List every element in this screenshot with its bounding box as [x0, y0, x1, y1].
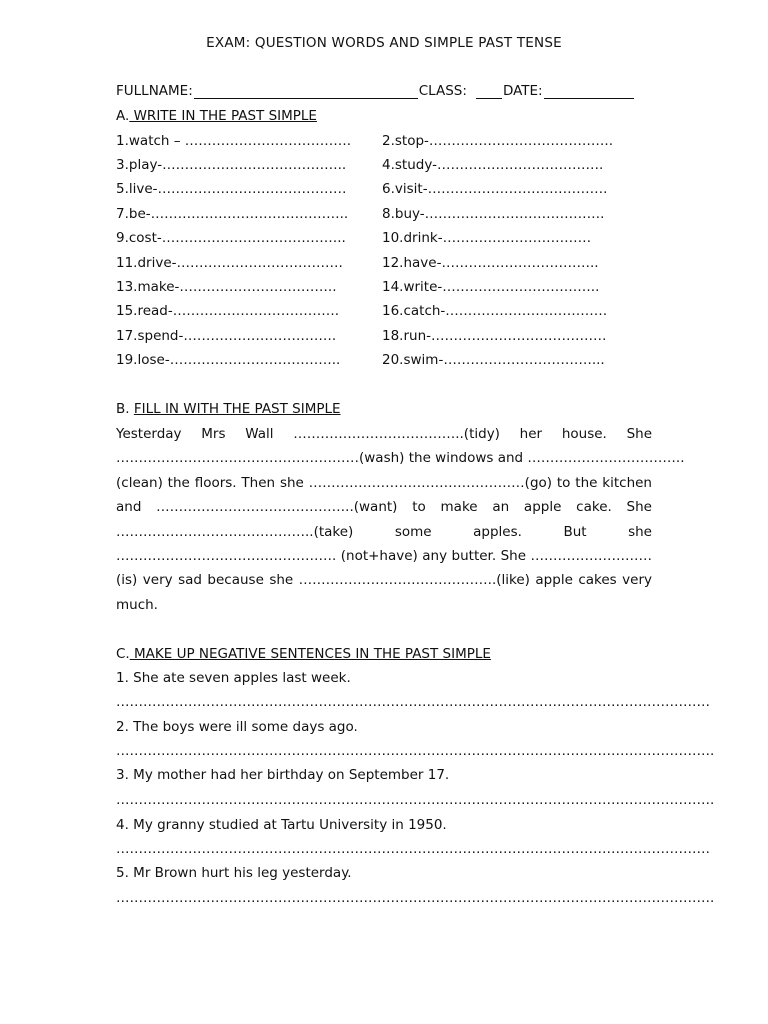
verb-item-18: 18.run-…………………………………	[382, 328, 607, 344]
verb-item-7: 7.be-……………………………………..	[116, 206, 349, 222]
sentence-5: 5. Mr Brown hurt his leg yesterday.	[116, 865, 352, 881]
verb-item-4: 4.study-……………………………….	[382, 157, 604, 173]
verb-item-5: 5.live-……………………………………	[116, 181, 347, 197]
paragraph-line-5: ……………………………………..(take) some apples. But she	[116, 524, 652, 540]
class-label: CLASS:	[418, 83, 467, 99]
answer-line-2[interactable]: …………………………………………………………………………………………………………………….	[116, 743, 715, 759]
section-c-letter: C.	[116, 646, 130, 662]
page-title: EXAM: QUESTION WORDS AND SIMPLE PAST TENSE	[206, 35, 562, 51]
paragraph-line-3: (clean) the floors. Then she …………………………………………(go) to the kitchen	[116, 475, 652, 491]
paragraph-line-1: Yesterday Mrs Wall ………………………………..(tidy) her house. She	[116, 426, 652, 442]
verb-item-9: 9.cost-…………………………………..	[116, 230, 346, 246]
answer-line-4[interactable]: ……………………………………………………………………………………………………………………	[116, 841, 710, 857]
section-a-heading	[116, 108, 317, 124]
verb-item-10: 10.drink-……………………………	[382, 230, 592, 246]
sentence-2: 2. The boys were ill some days ago.	[116, 719, 358, 735]
verb-item-6: 6.visit-………………………………….	[382, 181, 608, 197]
date-blank[interactable]	[544, 85, 634, 99]
class-blank[interactable]	[476, 85, 502, 99]
section-a-title: WRITE IN THE PAST SIMPLE	[129, 108, 317, 124]
verb-item-13: 13.make-……………………………..	[116, 279, 337, 295]
answer-line-1[interactable]: ……………………………………………………………………………………………………………………	[116, 694, 710, 710]
answer-line-3[interactable]: …………………………………………………………………………………………………………………….	[116, 792, 715, 808]
verb-item-3: 3.play-…………………………………..	[116, 157, 347, 173]
paragraph-line-4: and ……………………………………..(want) to make an apple cake. She	[116, 499, 652, 515]
verb-item-19: 19.lose-………………………………..	[116, 352, 341, 368]
sentence-1: 1. She ate seven apples last week.	[116, 670, 351, 686]
fullname-label: FULLNAME:	[116, 83, 193, 99]
paragraph-line-7: (is) very sad because she ……………………………………..(like) apple cakes very	[116, 572, 652, 588]
verb-item-16: 16.catch-………………………………	[382, 303, 608, 319]
verb-item-14: 14.write-……………………………..	[382, 279, 600, 295]
verb-item-17: 17.spend-…………………………….	[116, 328, 337, 344]
section-c-title: MAKE UP NEGATIVE SENTENCES IN THE PAST SIMPLE	[129, 646, 491, 662]
paragraph-line-6: …………………………………………. (not+have) any butter. She ………………………	[116, 548, 652, 564]
paragraph-line-8: much.	[116, 597, 158, 613]
verb-item-11: 11.drive-……………………………….	[116, 255, 343, 271]
verb-item-8: 8.buy-………………………………….	[382, 206, 605, 222]
section-b-letter: B.	[116, 401, 130, 417]
verb-item-1: 1.watch – ……………………………….	[116, 133, 352, 149]
sentence-4: 4. My granny studied at Tartu University in 1950.	[116, 817, 447, 833]
section-b-title: FILL IN WITH THE PAST SIMPLE	[133, 401, 341, 417]
paragraph-line-2: ………………………………………………(wash) the windows and ……………………………..	[116, 450, 685, 466]
section-a-letter: A.	[116, 108, 130, 124]
date-label: DATE:	[502, 83, 543, 99]
answer-line-5[interactable]: …………………………………………………………………………………………………………………….	[116, 890, 715, 906]
verb-item-2: 2.stop-…………………………………..	[382, 133, 613, 149]
student-info-row	[116, 83, 635, 99]
section-c-heading	[116, 646, 491, 662]
verb-item-12: 12.have-……………………………..	[382, 255, 599, 271]
sentence-3: 3. My mother had her birthday on September 17.	[116, 767, 450, 783]
verb-item-15: 15.read-……………………………….	[116, 303, 340, 319]
verb-item-20: 20.swim-……………………………...	[382, 352, 605, 368]
fullname-blank[interactable]	[194, 85, 418, 99]
section-b-heading	[116, 401, 341, 417]
